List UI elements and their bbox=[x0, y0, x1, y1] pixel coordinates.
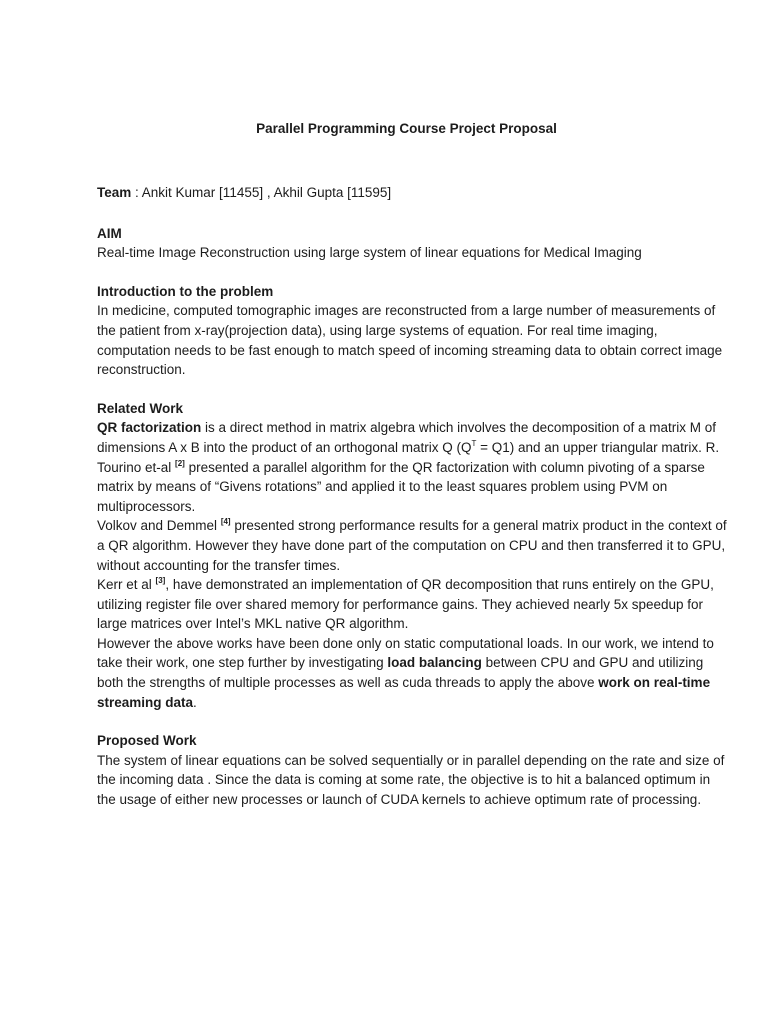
citation-3: [3] bbox=[155, 576, 166, 586]
related-p3-text-a: Kerr et al bbox=[97, 577, 156, 593]
proposed-work-text: The system of linear equations can be solved sequentially or in parallel depending on the rate and size of the incoming data . Since the data is coming at some rate, the objective is to hit a balanced optimum in the usage of either new processes or launch of CUDA kernels to achieve optimum rate of processing. bbox=[97, 752, 725, 808]
related-work-paragraph-2 bbox=[97, 516, 728, 575]
related-p4-text-c: . bbox=[193, 694, 197, 710]
related-work-paragraph-3 bbox=[97, 575, 728, 634]
related-work-heading: Related Work bbox=[97, 400, 184, 416]
team-separator: : bbox=[131, 185, 142, 200]
aim-text: Real-time Image Reconstruction using large system of linear equations for Medical Imaging bbox=[97, 245, 642, 261]
qr-factorization-term: QR factorization bbox=[97, 420, 202, 436]
related-p1-text-a: is a direct method in matrix algebra which involves the decomposition of a matrix M of dimensions A x B into the product of an orthogonal matrix Q (Q bbox=[97, 420, 716, 455]
transpose-superscript: T bbox=[471, 438, 477, 448]
team-members: Ankit Kumar [11455] , Akhil Gupta [11595] bbox=[141, 185, 392, 200]
streaming-data-term: work on real-time streaming data bbox=[97, 675, 711, 710]
load-balancing-term: load balancing bbox=[387, 655, 482, 671]
related-work-paragraph-1 bbox=[97, 418, 728, 516]
team-label: Team bbox=[97, 185, 132, 200]
team-line bbox=[97, 183, 728, 203]
intro-heading: Introduction to the problem bbox=[97, 283, 274, 299]
related-p2-text-b: presented strong performance results for a general matrix product in the context of a QR algorithm. However they have done part of the computation on CPU and then transferred it to GPU, without accounting for the transfer times. bbox=[97, 518, 727, 573]
document-title: Parallel Programming Course Project Proposal bbox=[256, 121, 557, 136]
aim-heading: AIM bbox=[97, 225, 122, 241]
related-p2-text-a: Volkov and Demmel bbox=[97, 518, 221, 534]
citation-4: [4] bbox=[220, 517, 231, 527]
related-p1-text-c: presented a parallel algorithm for the QR factorization with column pivoting of a sparse matrix by means of “Givens rotations” and applied it to the least squares problem using PVM on multiprocessors. bbox=[97, 459, 705, 514]
intro-text: In medicine, computed tomographic images are reconstructed from a large number of measurements of the patient from x-ray(projection data), using large systems of equation. For real time imaging, computation needs to be fast enough to match speed of incoming streaming data to obtain correct image reconstruction. bbox=[97, 303, 723, 378]
related-p4-text-a: However the above works have been done only on static computational loads. In our work, we intend to take their work, one step further by investigating bbox=[97, 635, 714, 671]
citation-2: [2] bbox=[175, 458, 185, 468]
proposed-work-heading: Proposed Work bbox=[97, 733, 197, 749]
related-p3-text-b: , have demonstrated an implementation of QR decomposition that runs entirely on the GPU, utilizing register file over shared memory for performance gains. They achieved nearly 5x speedup for large matrices over Intel’s MKL native QR algorithm. bbox=[97, 577, 714, 632]
related-p4-text-b: between CPU and GPU and utilizing both the strengths of multiple processes as well as cuda threads to apply the above bbox=[97, 655, 704, 691]
related-work-paragraph-4 bbox=[97, 634, 728, 712]
related-p1-text-b: = Q1) and an upper triangular matrix. R. Tourino et-al bbox=[97, 439, 720, 475]
